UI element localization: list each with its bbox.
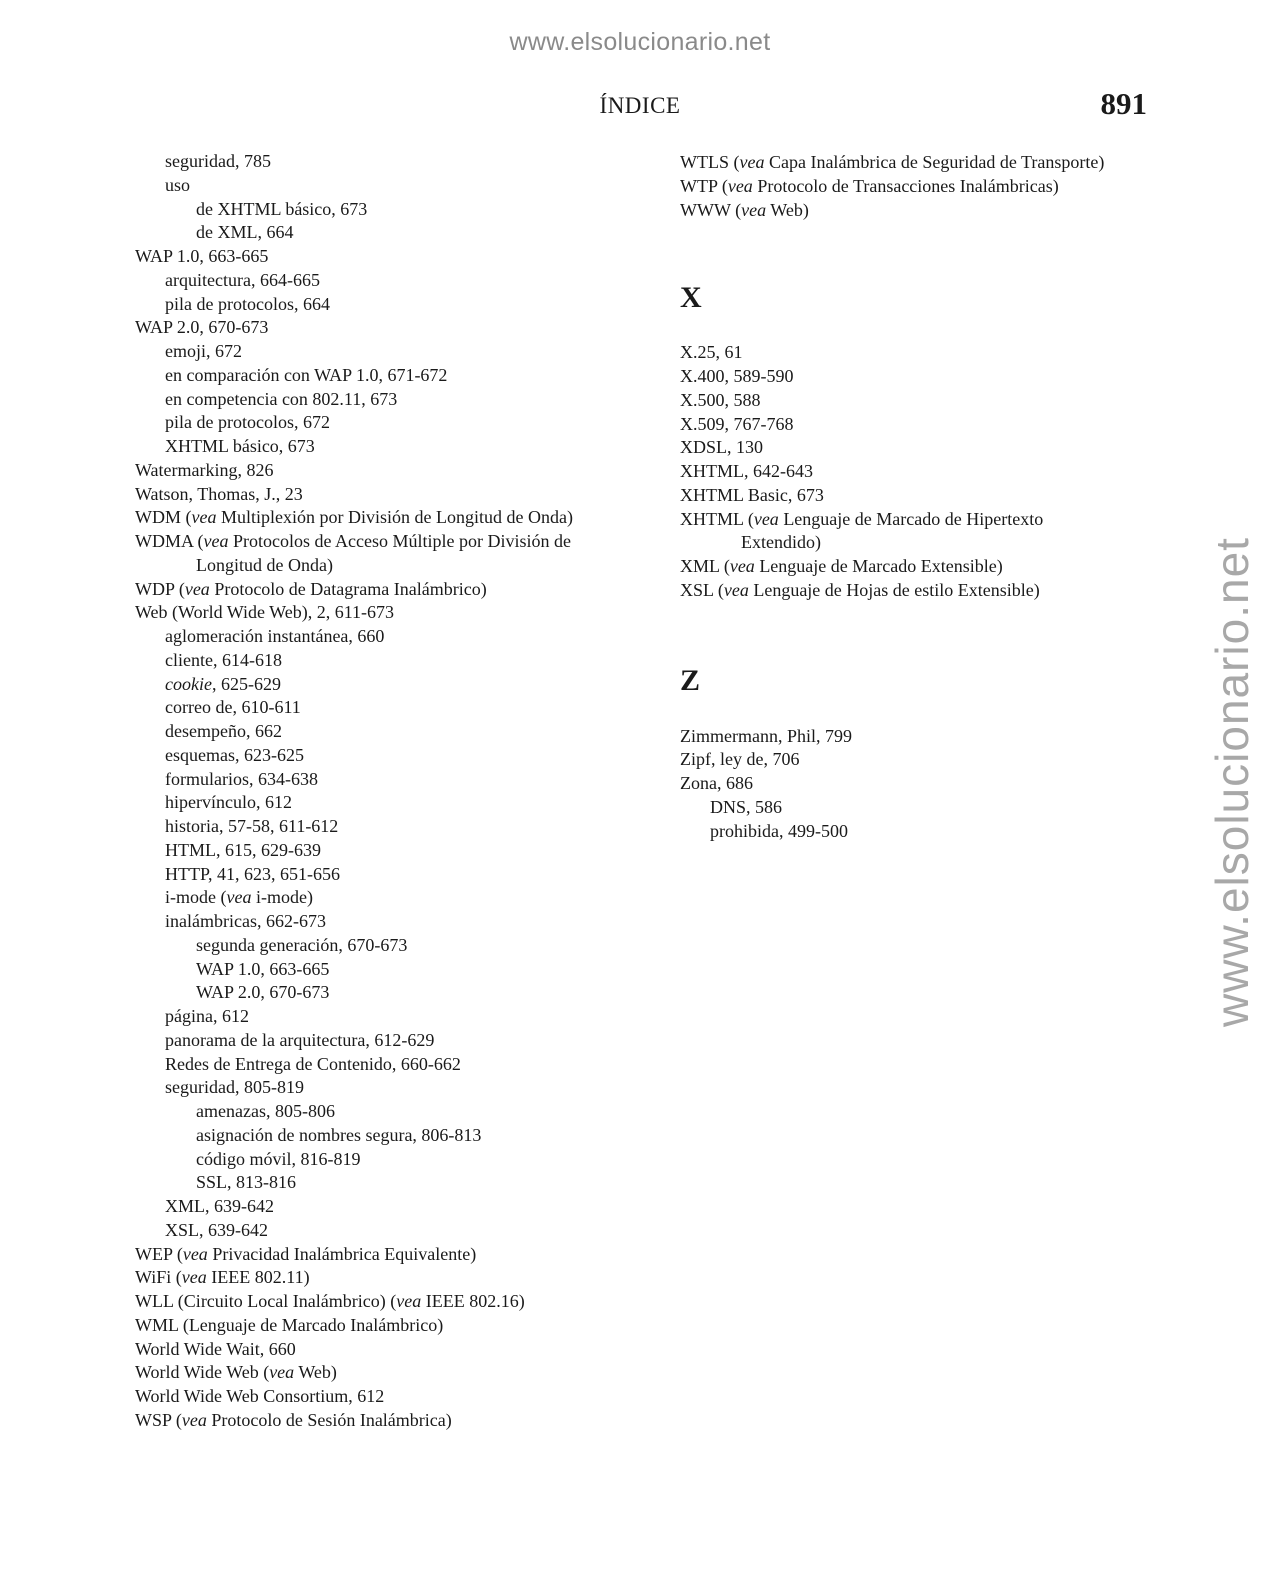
index-entry: WTP (vea Protocolo de Transacciones Inalámbricas) xyxy=(680,175,1059,196)
index-column-left xyxy=(135,150,655,1433)
index-entry: Zipf, ley de, 706 xyxy=(680,749,800,770)
index-entry: WDP (vea Protocolo de Datagrama Inalámbrico) xyxy=(135,578,487,599)
index-entry: XHTML básico, 673 xyxy=(165,436,315,456)
index-entry: XHTML, 642-643 xyxy=(680,461,813,481)
index-entry: seguridad, 785 xyxy=(165,151,271,171)
index-entry: XML (vea Lenguaje de Marcado Extensible) xyxy=(680,556,1003,576)
watermark-top: www.elsolucionario.net xyxy=(509,28,771,56)
index-entry: asignación de nombres segura, 806-813 xyxy=(196,1124,482,1145)
index-entry: XDSL, 130 xyxy=(680,437,764,458)
index-entry: WDMA (vea Protocolos de Acceso Múltiple por División de xyxy=(135,531,571,551)
index-entry: emoji, 672 xyxy=(165,341,242,361)
index-entry: en comparación con WAP 1.0, 671-672 xyxy=(165,364,448,385)
index-entry: X.500, 588 xyxy=(680,389,761,410)
index-column-right xyxy=(680,151,1150,843)
index-entry: correo de, 610-611 xyxy=(165,697,301,718)
index-entry: Web (World Wide Web), 2, 611-673 xyxy=(135,602,395,623)
index-entry-continuation: Extendido) xyxy=(741,532,821,553)
index-entry: WLL (Circuito Local Inalámbrico) (vea IEEE 802.16) xyxy=(135,1291,525,1311)
index-entry: WiFi (vea IEEE 802.11) xyxy=(135,1267,310,1288)
index-entry: inalámbricas, 662-673 xyxy=(165,911,326,931)
index-entry: pila de protocolos, 664 xyxy=(165,293,330,314)
index-entry: hipervínculo, 612 xyxy=(165,792,292,813)
watermark-side: www.elsolucionario.net xyxy=(1206,537,1258,1027)
index-entry: DNS, 586 xyxy=(710,796,783,817)
index-entry: HTTP, 41, 623, 651-656 xyxy=(165,863,340,884)
index-entry: WML (Lenguaje de Marcado Inalámbrico) xyxy=(135,1314,444,1335)
index-entry: esquemas, 623-625 xyxy=(165,744,304,765)
index-entry: XSL, 639-642 xyxy=(165,1219,268,1240)
index-entry: Watson, Thomas, J., 23 xyxy=(135,483,303,504)
index-entry: WSP (vea Protocolo de Sesión Inalámbrica) xyxy=(135,1409,452,1430)
index-entry: aglomeración instantánea, 660 xyxy=(165,626,385,646)
index-entry: cliente, 614-618 xyxy=(165,649,282,670)
index-entry: WDM (vea Multiplexión por División de Longitud de Onda) xyxy=(135,507,573,528)
index-entry: WAP 1.0, 663-665 xyxy=(196,958,330,979)
index-entry: amenazas, 805-806 xyxy=(196,1101,335,1121)
index-entry: XML, 639-642 xyxy=(165,1196,274,1216)
index-entry: de XHTML básico, 673 xyxy=(196,198,368,219)
page-number: 891 xyxy=(1100,86,1147,121)
index-entry: WWW (vea Web) xyxy=(680,199,809,220)
index-entry: HTML, 615, 629-639 xyxy=(165,839,321,860)
index-entry: Zona, 686 xyxy=(680,773,753,793)
index-entry: X.25, 61 xyxy=(680,342,743,363)
index-entry: World Wide Wait, 660 xyxy=(135,1338,296,1359)
index-entry: i-mode (vea i-mode) xyxy=(165,887,313,908)
index-entry: WAP 2.0, 670-673 xyxy=(135,317,269,338)
index-entry: en competencia con 802.11, 673 xyxy=(165,388,398,409)
index-entry: pila de protocolos, 672 xyxy=(165,412,330,433)
index-entry: desempeño, 662 xyxy=(165,721,282,741)
index-entry: seguridad, 805-819 xyxy=(165,1077,304,1098)
index-entry: panorama de la arquitectura, 612-629 xyxy=(165,1029,435,1050)
index-entry: segunda generación, 670-673 xyxy=(196,934,408,955)
index-entry: de XML, 664 xyxy=(196,222,294,243)
running-head: ÍNDICE xyxy=(599,93,681,118)
index-entry: WAP 2.0, 670-673 xyxy=(196,982,330,1003)
index-entry: WEP (vea Privacidad Inalámbrica Equivalente) xyxy=(135,1243,477,1264)
index-entry: uso xyxy=(165,174,191,195)
index-entry: arquitectura, 664-665 xyxy=(165,269,320,290)
index-entry: historia, 57-58, 611-612 xyxy=(165,816,339,836)
section-letter-x: X xyxy=(680,281,702,315)
index-entry: XHTML (vea Lenguaje de Marcado de Hipertexto xyxy=(680,508,1044,529)
index-entry: World Wide Web (vea Web) xyxy=(135,1362,337,1383)
index-entry: XSL (vea Lenguaje de Hojas de estilo Extensible) xyxy=(680,579,1040,600)
section-letter-z: Z xyxy=(680,663,701,697)
index-entry: WTLS (vea Capa Inalámbrica de Seguridad de Transporte) xyxy=(680,152,1105,172)
index-entry: prohibida, 499-500 xyxy=(710,820,848,841)
index-entry: código móvil, 816-819 xyxy=(196,1148,361,1169)
index-entry: X.509, 767-768 xyxy=(680,413,794,434)
index-entry: página, 612 xyxy=(165,1006,249,1026)
index-entry: XHTML Basic, 673 xyxy=(680,484,824,505)
index-entry: cookie, 625-629 xyxy=(165,673,281,694)
index-entry: Zimmermann, Phil, 799 xyxy=(680,725,852,746)
index-entry: SSL, 813-816 xyxy=(196,1172,297,1193)
index-entry: World Wide Web Consortium, 612 xyxy=(135,1386,385,1406)
index-entry: formularios, 634-638 xyxy=(165,768,318,789)
index-entry: WAP 1.0, 663-665 xyxy=(135,246,269,266)
index-entry-continuation: Longitud de Onda) xyxy=(196,554,333,575)
index-entry: Watermarking, 826 xyxy=(135,459,274,480)
index-entry: Redes de Entrega de Contenido, 660-662 xyxy=(165,1053,461,1074)
index-entry: X.400, 589-590 xyxy=(680,366,794,386)
